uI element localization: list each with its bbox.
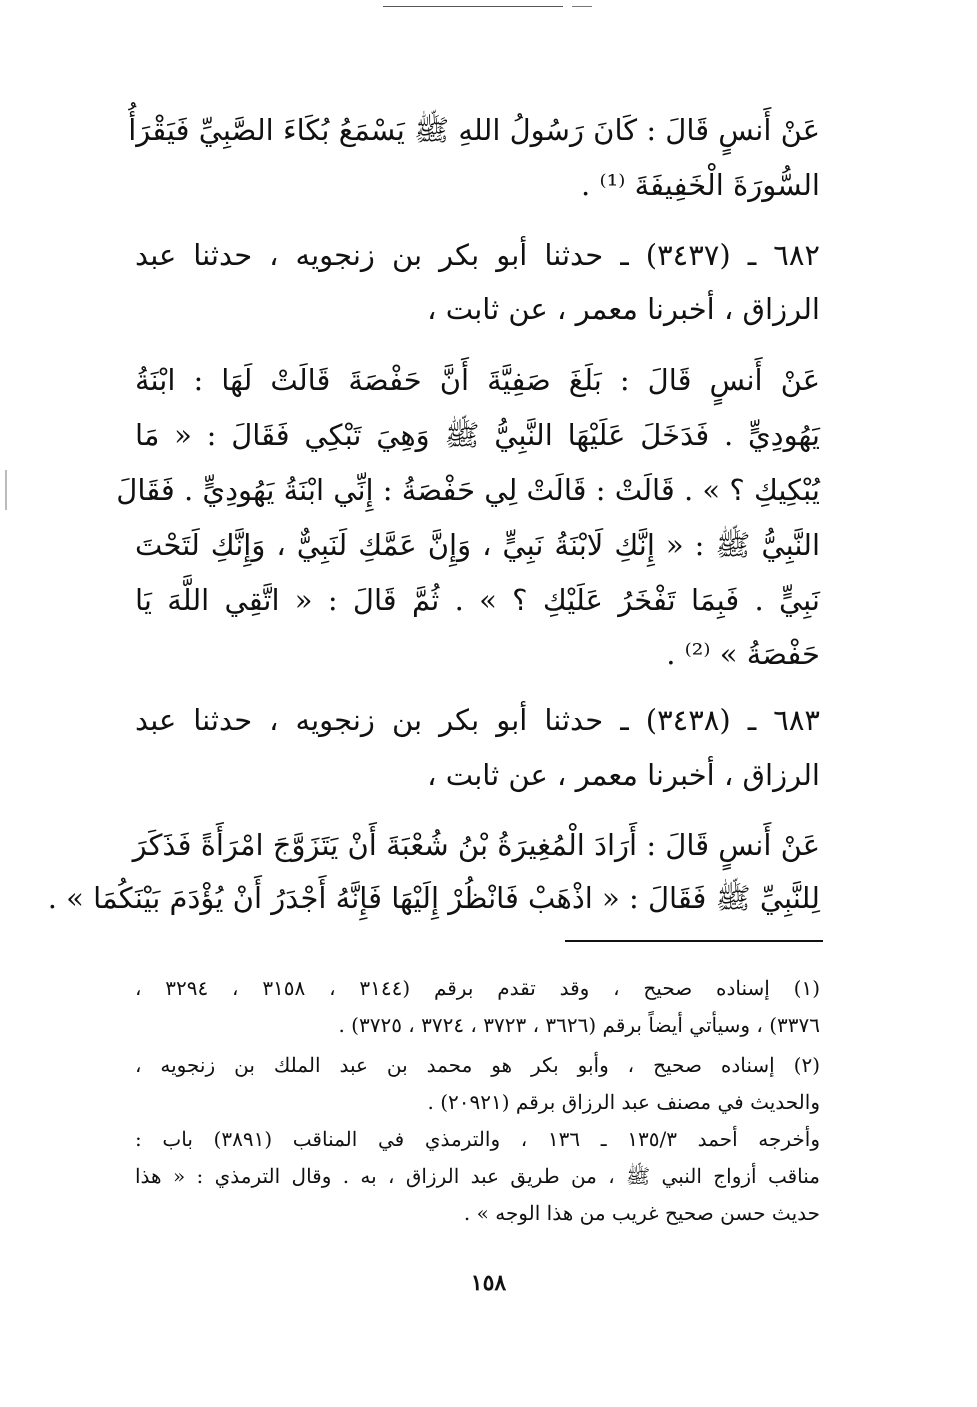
hadith-682-text-line-1: عَنْ أَنسٍ قَالَ : بَلَغَ صَفِيَّةَ أَنَّ حَفْصَةَ قَالَتْ لَهَا : ابْنَةُ xyxy=(135,363,820,397)
footnote-2-line-1: (٢) إسناده صحيح ، وأبو بكر هو محمد بن عبد الملك بن زنجويه ، xyxy=(135,1053,820,1077)
scan-margin-mark xyxy=(5,470,7,510)
top-rule-fragment xyxy=(572,6,592,7)
footnote-2-line-2: والحديث في مصنف عبد الرزاق برقم (٢٠٩٢١) . xyxy=(427,1090,820,1114)
footnote-1-line-1: (١) إسناده صحيح ، وقد تقدم برقم (٣١٤٤ ، ٣١٥٨ ، ٣٢٩٤ ، xyxy=(135,976,821,1000)
hadith-682-isnad-line-2: الرزاق ، أخبرنا معمر ، عن ثابت ، xyxy=(427,292,820,326)
hadith-682-text-line-5: نَبِيٍّ . فَبِمَا تَفْخَرُ عَلَيْكِ ؟ » . ثُمَّ قَالَ : « اتَّقِي اللَّهَ يَا xyxy=(135,583,820,617)
hadith-683-isnad-line-1: ٦٨٣ ـ (٣٤٣٨) ـ حدثنا أبو بكر بن زنجويه ، حدثنا عبد xyxy=(135,703,820,737)
hadith-683-text-line-2: لِلنَّبِيِّ ﷺ فَقَالَ : « اذْهَبْ فَانْظُرْ إِلَيْهَا فَإِنَّهُ أَجْدَرُ أَنْ يُؤْدَمَ بَيْنَكُمَا » . xyxy=(47,881,820,915)
footnote-2-line-3: وأخرجه أحمد ١٣٥/٣ ـ ١٣٦ ، والترمذي في المناقب (٣٨٩١) باب : xyxy=(135,1127,820,1151)
hadith-682-text-line-6: حَفْصَةُ » ⁽²⁾ . xyxy=(666,637,820,671)
hadith-683-isnad-line-2: الرزاق ، أخبرنا معمر ، عن ثابت ، xyxy=(427,758,820,792)
top-rule xyxy=(383,6,563,7)
hadith-682-text-line-4: النَّبِيُّ ﷺ : « إِنَّكِ لَابْنَةُ نَبِيٍّ ، وَإِنَّ عَمَّكِ لَنَبِيٌّ ، وَإِنَّكِ لَتَحْتَ xyxy=(135,528,820,562)
hadith-682-text-line-2: يَهُودِيٍّ . فَدَخَلَ عَلَيْهَا النَّبِيُّ ﷺ وَهِيَ تَبْكِي فَقَالَ : « مَا xyxy=(135,418,820,452)
footnote-separator xyxy=(565,940,823,942)
hadith-683-text-line-1: عَنْ أَنسٍ قَالَ : أَرَادَ الْمُغِيرَةُ بْنُ شُعْبَةَ أَنْ يَتَزَوَّجَ امْرَأَةً فَذَكَرَ xyxy=(132,828,820,862)
hadith-681-line-1: عَنْ أَنسٍ قَالَ : كَانَ رَسُولُ اللهِ ﷺ يَسْمَعُ بُكَاءَ الصَّبِيِّ فَيَقْرَأُ xyxy=(128,113,820,147)
footnote-2-line-5: حديث حسن صحيح غريب من هذا الوجه » . xyxy=(463,1201,820,1225)
hadith-681-line-2: السُّورَةَ الْخَفِيفَةَ ⁽¹⁾ . xyxy=(581,168,820,202)
footnote-1-line-2: ٣٣٧٦) ، وسيأتي أيضاً برقم (٣٦٢٦ ، ٣٧٢٣ ، ٣٧٢٤ ، ٣٧٢٥) . xyxy=(338,1013,820,1037)
footnote-2-line-4: مناقب أزواج النبي ﷺ ، من طريق عبد الرزاق ، به . وقال الترمذي : « هذا xyxy=(135,1164,820,1188)
hadith-682-isnad-line-1: ٦٨٢ ـ (٣٤٣٧) ـ حدثنا أبو بكر بن زنجويه ، حدثنا عبد xyxy=(135,238,820,272)
hadith-682-text-line-3: يُبْكِيكِ ؟ » . قَالَتْ : قَالَتْ لِي حَفْصَةُ : إِنِّي ابْنَةُ يَهُودِيٍّ . فَقَالَ xyxy=(116,473,820,507)
page-number: ١٥٨ xyxy=(470,1270,507,1296)
